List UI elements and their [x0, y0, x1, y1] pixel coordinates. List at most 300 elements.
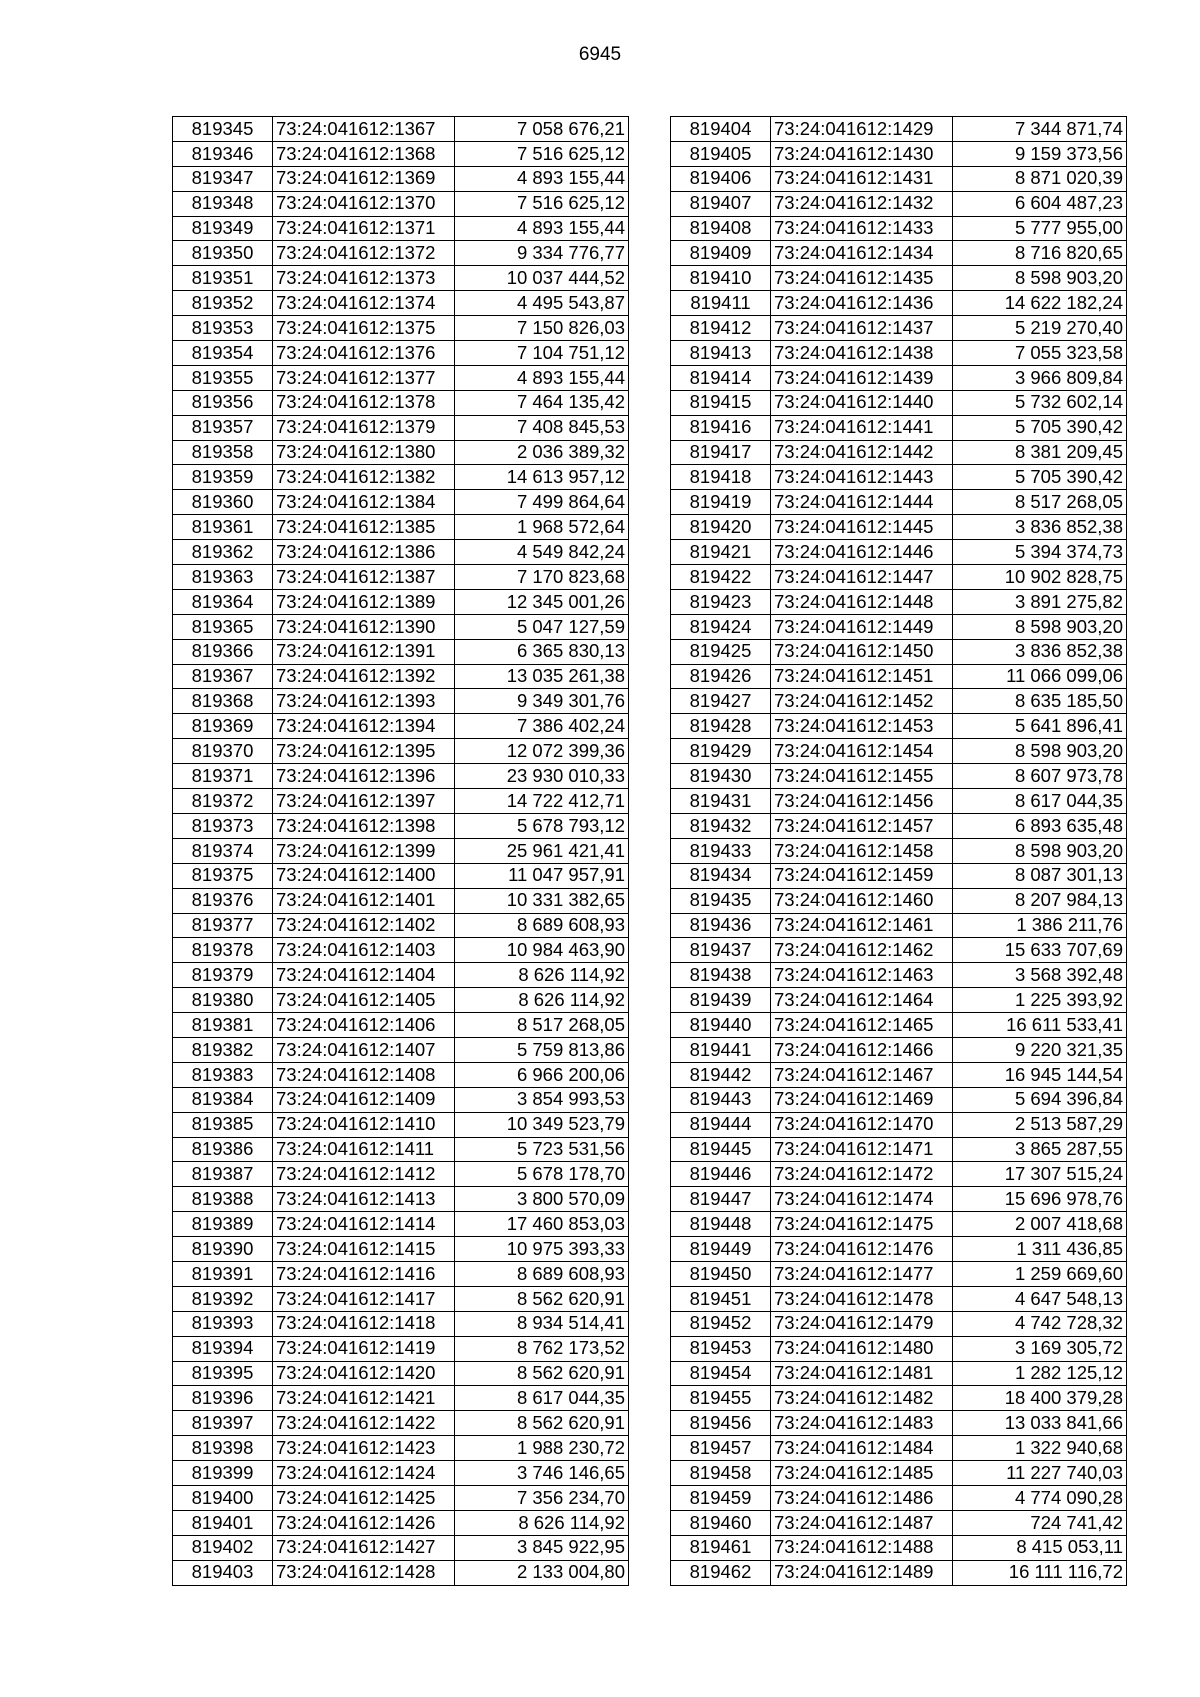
register-table-right-body: [671, 117, 1127, 1586]
table-row: [173, 614, 629, 639]
row-number-cell: 819381: [173, 1013, 273, 1038]
row-number-cell: 819456: [671, 1411, 771, 1436]
amount-cell: 7 516 625,12: [455, 191, 629, 216]
cadastral-number-cell: 73:24:041612:1367: [273, 117, 455, 142]
amount-cell: 5 394 374,73: [953, 540, 1127, 565]
table-row: [671, 888, 1127, 913]
table-row: [173, 1162, 629, 1187]
amount-cell: 10 984 463,90: [455, 938, 629, 963]
cadastral-number-cell: 73:24:041612:1482: [771, 1386, 953, 1411]
cadastral-number-cell: 73:24:041612:1394: [273, 714, 455, 739]
cadastral-number-cell: 73:24:041612:1455: [771, 764, 953, 789]
table-row: [173, 1137, 629, 1162]
table-row: [671, 515, 1127, 540]
table-row: [173, 813, 629, 838]
amount-cell: 9 349 301,76: [455, 689, 629, 714]
table-row: [173, 365, 629, 390]
table-row: [671, 565, 1127, 590]
row-number-cell: 819418: [671, 465, 771, 490]
amount-cell: 5 047 127,59: [455, 614, 629, 639]
row-number-cell: 819417: [671, 440, 771, 465]
cadastral-number-cell: 73:24:041612:1406: [273, 1013, 455, 1038]
row-number-cell: 819452: [671, 1311, 771, 1336]
amount-cell: 3 845 922,95: [455, 1535, 629, 1560]
table-row: [671, 664, 1127, 689]
row-number-cell: 819441: [671, 1037, 771, 1062]
amount-cell: 5 641 896,41: [953, 714, 1127, 739]
cadastral-number-cell: 73:24:041612:1479: [771, 1311, 953, 1336]
row-number-cell: 819451: [671, 1286, 771, 1311]
table-row: [173, 1237, 629, 1262]
cadastral-number-cell: 73:24:041612:1465: [771, 1013, 953, 1038]
cadastral-number-cell: 73:24:041612:1368: [273, 141, 455, 166]
table-row: [671, 341, 1127, 366]
amount-cell: 1 311 436,85: [953, 1237, 1127, 1262]
table-row: [671, 1436, 1127, 1461]
register-table-left-body: [173, 117, 629, 1586]
amount-cell: 3 836 852,38: [953, 515, 1127, 540]
table-row: [173, 515, 629, 540]
cadastral-number-cell: 73:24:041612:1427: [273, 1535, 455, 1560]
page-number: 6945: [578, 44, 622, 65]
amount-cell: 8 598 903,20: [953, 614, 1127, 639]
cadastral-number-cell: 73:24:041612:1471: [771, 1137, 953, 1162]
row-number-cell: 819404: [671, 117, 771, 142]
table-row: [173, 540, 629, 565]
cadastral-number-cell: 73:24:041612:1466: [771, 1037, 953, 1062]
cadastral-number-cell: 73:24:041612:1458: [771, 838, 953, 863]
cadastral-number-cell: 73:24:041612:1405: [273, 988, 455, 1013]
cadastral-number-cell: 73:24:041612:1445: [771, 515, 953, 540]
table-row: [173, 1411, 629, 1436]
row-number-cell: 819425: [671, 639, 771, 664]
table-row: [173, 639, 629, 664]
table-row: [671, 390, 1127, 415]
amount-cell: 5 678 178,70: [455, 1162, 629, 1187]
cadastral-number-cell: 73:24:041612:1457: [771, 813, 953, 838]
row-number-cell: 819390: [173, 1237, 273, 1262]
table-row: [173, 714, 629, 739]
row-number-cell: 819372: [173, 789, 273, 814]
table-row: [671, 266, 1127, 291]
table-row: [173, 1311, 629, 1336]
cadastral-number-cell: 73:24:041612:1402: [273, 913, 455, 938]
table-row: [173, 1386, 629, 1411]
row-number-cell: 819439: [671, 988, 771, 1013]
table-row: [671, 166, 1127, 191]
amount-cell: 8 617 044,35: [455, 1386, 629, 1411]
amount-cell: 10 902 828,75: [953, 565, 1127, 590]
row-number-cell: 819453: [671, 1336, 771, 1361]
table-row: [173, 1510, 629, 1535]
amount-cell: 4 647 548,13: [953, 1286, 1127, 1311]
cadastral-number-cell: 73:24:041612:1474: [771, 1187, 953, 1212]
amount-cell: 3 966 809,84: [953, 365, 1127, 390]
amount-cell: 2 036 389,32: [455, 440, 629, 465]
table-row: [671, 1212, 1127, 1237]
amount-cell: 8 617 044,35: [953, 789, 1127, 814]
row-number-cell: 819360: [173, 490, 273, 515]
cadastral-number-cell: 73:24:041612:1464: [771, 988, 953, 1013]
cadastral-number-cell: 73:24:041612:1487: [771, 1510, 953, 1535]
table-row: [173, 465, 629, 490]
cadastral-number-cell: 73:24:041612:1472: [771, 1162, 953, 1187]
table-row: [173, 266, 629, 291]
cadastral-number-cell: 73:24:041612:1380: [273, 440, 455, 465]
amount-cell: 1 282 125,12: [953, 1361, 1127, 1386]
row-number-cell: 819395: [173, 1361, 273, 1386]
row-number-cell: 819393: [173, 1311, 273, 1336]
table-row: [173, 1286, 629, 1311]
row-number-cell: 819361: [173, 515, 273, 540]
row-number-cell: 819454: [671, 1361, 771, 1386]
row-number-cell: 819423: [671, 589, 771, 614]
table-row: [671, 1112, 1127, 1137]
table-row: [173, 1187, 629, 1212]
row-number-cell: 819431: [671, 789, 771, 814]
row-number-cell: 819455: [671, 1386, 771, 1411]
cadastral-number-cell: 73:24:041612:1480: [771, 1336, 953, 1361]
row-number-cell: 819356: [173, 390, 273, 415]
table-row: [671, 1535, 1127, 1560]
amount-cell: 1 259 669,60: [953, 1261, 1127, 1286]
table-row: [671, 963, 1127, 988]
amount-cell: 9 159 373,56: [953, 141, 1127, 166]
table-row: [671, 291, 1127, 316]
row-number-cell: 819407: [671, 191, 771, 216]
row-number-cell: 819442: [671, 1062, 771, 1087]
table-row: [671, 117, 1127, 142]
row-number-cell: 819408: [671, 216, 771, 241]
cadastral-number-cell: 73:24:041612:1459: [771, 863, 953, 888]
row-number-cell: 819371: [173, 764, 273, 789]
cadastral-number-cell: 73:24:041612:1411: [273, 1137, 455, 1162]
cadastral-number-cell: 73:24:041612:1395: [273, 739, 455, 764]
cadastral-number-cell: 73:24:041612:1393: [273, 689, 455, 714]
row-number-cell: 819449: [671, 1237, 771, 1262]
cadastral-number-cell: 73:24:041612:1418: [273, 1311, 455, 1336]
row-number-cell: 819394: [173, 1336, 273, 1361]
cadastral-number-cell: 73:24:041612:1481: [771, 1361, 953, 1386]
table-row: [173, 689, 629, 714]
cadastral-number-cell: 73:24:041612:1477: [771, 1261, 953, 1286]
cadastral-number-cell: 73:24:041612:1433: [771, 216, 953, 241]
amount-cell: 3 865 287,55: [953, 1137, 1127, 1162]
table-row: [173, 1087, 629, 1112]
row-number-cell: 819450: [671, 1261, 771, 1286]
table-row: [671, 1361, 1127, 1386]
table-row: [173, 1261, 629, 1286]
row-number-cell: 819387: [173, 1162, 273, 1187]
row-number-cell: 819419: [671, 490, 771, 515]
cadastral-number-cell: 73:24:041612:1373: [273, 266, 455, 291]
cadastral-number-cell: 73:24:041612:1423: [273, 1436, 455, 1461]
amount-cell: 2 513 587,29: [953, 1112, 1127, 1137]
table-row: [671, 1510, 1127, 1535]
cadastral-number-cell: 73:24:041612:1432: [771, 191, 953, 216]
table-row: [173, 390, 629, 415]
row-number-cell: 819354: [173, 341, 273, 366]
amount-cell: 5 723 531,56: [455, 1137, 629, 1162]
cadastral-number-cell: 73:24:041612:1425: [273, 1485, 455, 1510]
table-row: [173, 440, 629, 465]
table-row: [671, 1261, 1127, 1286]
row-number-cell: 819353: [173, 316, 273, 341]
amount-cell: 17 307 515,24: [953, 1162, 1127, 1187]
cadastral-number-cell: 73:24:041612:1440: [771, 390, 953, 415]
amount-cell: 10 331 382,65: [455, 888, 629, 913]
table-row: [173, 589, 629, 614]
amount-cell: 8 415 053,11: [953, 1535, 1127, 1560]
row-number-cell: 819364: [173, 589, 273, 614]
row-number-cell: 819349: [173, 216, 273, 241]
amount-cell: 7 055 323,58: [953, 341, 1127, 366]
amount-cell: 7 104 751,12: [455, 341, 629, 366]
table-row: [173, 316, 629, 341]
amount-cell: 8 689 608,93: [455, 913, 629, 938]
cadastral-number-cell: 73:24:041612:1463: [771, 963, 953, 988]
row-number-cell: 819413: [671, 341, 771, 366]
row-number-cell: 819409: [671, 241, 771, 266]
amount-cell: 7 516 625,12: [455, 141, 629, 166]
cadastral-number-cell: 73:24:041612:1415: [273, 1237, 455, 1262]
table-row: [173, 1485, 629, 1510]
amount-cell: 3 568 392,48: [953, 963, 1127, 988]
cadastral-number-cell: 73:24:041612:1413: [273, 1187, 455, 1212]
table-row: [173, 913, 629, 938]
table-row: [671, 1013, 1127, 1038]
table-row: [671, 1137, 1127, 1162]
row-number-cell: 819385: [173, 1112, 273, 1137]
table-row: [173, 341, 629, 366]
amount-cell: 25 961 421,41: [455, 838, 629, 863]
amount-cell: 4 774 090,28: [953, 1485, 1127, 1510]
cadastral-number-cell: 73:24:041612:1382: [273, 465, 455, 490]
amount-cell: 1 322 940,68: [953, 1436, 1127, 1461]
table-row: [671, 241, 1127, 266]
cadastral-number-cell: 73:24:041612:1451: [771, 664, 953, 689]
row-number-cell: 819459: [671, 1485, 771, 1510]
amount-cell: 8 871 020,39: [953, 166, 1127, 191]
row-number-cell: 819420: [671, 515, 771, 540]
table-row: [671, 1386, 1127, 1411]
cadastral-number-cell: 73:24:041612:1476: [771, 1237, 953, 1262]
amount-cell: 16 111 116,72: [953, 1560, 1127, 1585]
cadastral-number-cell: 73:24:041612:1417: [273, 1286, 455, 1311]
table-row: [173, 490, 629, 515]
amount-cell: 8 598 903,20: [953, 838, 1127, 863]
amount-cell: 8 087 301,13: [953, 863, 1127, 888]
amount-cell: 15 633 707,69: [953, 938, 1127, 963]
cadastral-number-cell: 73:24:041612:1369: [273, 166, 455, 191]
amount-cell: 8 626 114,92: [455, 988, 629, 1013]
cadastral-number-cell: 73:24:041612:1387: [273, 565, 455, 590]
amount-cell: 16 611 533,41: [953, 1013, 1127, 1038]
amount-cell: 7 150 826,03: [455, 316, 629, 341]
cadastral-number-cell: 73:24:041612:1397: [273, 789, 455, 814]
row-number-cell: 819389: [173, 1212, 273, 1237]
row-number-cell: 819377: [173, 913, 273, 938]
table-row: [671, 614, 1127, 639]
cadastral-number-cell: 73:24:041612:1379: [273, 415, 455, 440]
cadastral-number-cell: 73:24:041612:1453: [771, 714, 953, 739]
amount-cell: 15 696 978,76: [953, 1187, 1127, 1212]
row-number-cell: 819416: [671, 415, 771, 440]
amount-cell: 8 607 973,78: [953, 764, 1127, 789]
table-row: [173, 963, 629, 988]
amount-cell: 3 836 852,38: [953, 639, 1127, 664]
amount-cell: 8 381 209,45: [953, 440, 1127, 465]
row-number-cell: 819347: [173, 166, 273, 191]
table-row: [173, 415, 629, 440]
cadastral-number-cell: 73:24:041612:1446: [771, 540, 953, 565]
table-row: [173, 166, 629, 191]
amount-cell: 3 891 275,82: [953, 589, 1127, 614]
row-number-cell: 819402: [173, 1535, 273, 1560]
row-number-cell: 819415: [671, 390, 771, 415]
amount-cell: 1 386 211,76: [953, 913, 1127, 938]
row-number-cell: 819462: [671, 1560, 771, 1585]
table-row: [173, 1112, 629, 1137]
amount-cell: 3 169 305,72: [953, 1336, 1127, 1361]
row-number-cell: 819412: [671, 316, 771, 341]
amount-cell: 8 562 620,91: [455, 1286, 629, 1311]
table-row: [671, 1461, 1127, 1486]
table-row: [173, 888, 629, 913]
cadastral-number-cell: 73:24:041612:1409: [273, 1087, 455, 1112]
cadastral-number-cell: 73:24:041612:1403: [273, 938, 455, 963]
cadastral-number-cell: 73:24:041612:1452: [771, 689, 953, 714]
cadastral-number-cell: 73:24:041612:1488: [771, 1535, 953, 1560]
row-number-cell: 819365: [173, 614, 273, 639]
table-row: [671, 589, 1127, 614]
cadastral-number-cell: 73:24:041612:1377: [273, 365, 455, 390]
cadastral-number-cell: 73:24:041612:1436: [771, 291, 953, 316]
amount-cell: 5 732 602,14: [953, 390, 1127, 415]
row-number-cell: 819348: [173, 191, 273, 216]
table-row: [173, 1436, 629, 1461]
table-row: [671, 316, 1127, 341]
table-row: [671, 714, 1127, 739]
cadastral-number-cell: 73:24:041612:1428: [273, 1560, 455, 1585]
table-row: [671, 490, 1127, 515]
row-number-cell: 819388: [173, 1187, 273, 1212]
row-number-cell: 819346: [173, 141, 273, 166]
cadastral-number-cell: 73:24:041612:1456: [771, 789, 953, 814]
row-number-cell: 819351: [173, 266, 273, 291]
table-row: [671, 913, 1127, 938]
table-row: [671, 415, 1127, 440]
table-row: [173, 241, 629, 266]
table-row: [173, 1212, 629, 1237]
table-row: [671, 365, 1127, 390]
row-number-cell: 819406: [671, 166, 771, 191]
amount-cell: 13 035 261,38: [455, 664, 629, 689]
cadastral-number-cell: 73:24:041612:1441: [771, 415, 953, 440]
amount-cell: 3 746 146,65: [455, 1461, 629, 1486]
row-number-cell: 819405: [671, 141, 771, 166]
amount-cell: 7 058 676,21: [455, 117, 629, 142]
row-number-cell: 819435: [671, 888, 771, 913]
table-row: [671, 1411, 1127, 1436]
cadastral-number-cell: 73:24:041612:1442: [771, 440, 953, 465]
row-number-cell: 819433: [671, 838, 771, 863]
amount-cell: 724 741,42: [953, 1510, 1127, 1535]
amount-cell: 2 007 418,68: [953, 1212, 1127, 1237]
table-row: [671, 1311, 1127, 1336]
row-number-cell: 819426: [671, 664, 771, 689]
amount-cell: 8 626 114,92: [455, 963, 629, 988]
amount-cell: 8 635 185,50: [953, 689, 1127, 714]
cadastral-number-cell: 73:24:041612:1437: [771, 316, 953, 341]
row-number-cell: 819434: [671, 863, 771, 888]
amount-cell: 8 716 820,65: [953, 241, 1127, 266]
row-number-cell: 819382: [173, 1037, 273, 1062]
cadastral-number-cell: 73:24:041612:1467: [771, 1062, 953, 1087]
cadastral-number-cell: 73:24:041612:1462: [771, 938, 953, 963]
table-row: [671, 440, 1127, 465]
cadastral-number-cell: 73:24:041612:1412: [273, 1162, 455, 1187]
row-number-cell: 819378: [173, 938, 273, 963]
cadastral-number-cell: 73:24:041612:1407: [273, 1037, 455, 1062]
row-number-cell: 819440: [671, 1013, 771, 1038]
table-row: [671, 191, 1127, 216]
amount-cell: 10 975 393,33: [455, 1237, 629, 1262]
cadastral-number-cell: 73:24:041612:1422: [273, 1411, 455, 1436]
table-row: [173, 1461, 629, 1486]
cadastral-number-cell: 73:24:041612:1398: [273, 813, 455, 838]
table-row: [173, 216, 629, 241]
table-row: [671, 1187, 1127, 1212]
row-number-cell: 819410: [671, 266, 771, 291]
table-row: [671, 1286, 1127, 1311]
amount-cell: 8 598 903,20: [953, 266, 1127, 291]
row-number-cell: 819444: [671, 1112, 771, 1137]
table-row: [671, 863, 1127, 888]
row-number-cell: 819445: [671, 1137, 771, 1162]
row-number-cell: 819357: [173, 415, 273, 440]
amount-cell: 3 854 993,53: [455, 1087, 629, 1112]
cadastral-number-cell: 73:24:041612:1484: [771, 1436, 953, 1461]
cadastral-number-cell: 73:24:041612:1460: [771, 888, 953, 913]
cadastral-number-cell: 73:24:041612:1443: [771, 465, 953, 490]
table-row: [173, 1336, 629, 1361]
amount-cell: 14 622 182,24: [953, 291, 1127, 316]
row-number-cell: 819352: [173, 291, 273, 316]
table-row: [173, 789, 629, 814]
row-number-cell: 819421: [671, 540, 771, 565]
amount-cell: 8 562 620,91: [455, 1361, 629, 1386]
table-row: [671, 1237, 1127, 1262]
table-row: [173, 988, 629, 1013]
row-number-cell: 819366: [173, 639, 273, 664]
cadastral-number-cell: 73:24:041612:1378: [273, 390, 455, 415]
row-number-cell: 819368: [173, 689, 273, 714]
amount-cell: 5 705 390,42: [953, 415, 1127, 440]
amount-cell: 5 219 270,40: [953, 316, 1127, 341]
row-number-cell: 819375: [173, 863, 273, 888]
table-row: [671, 465, 1127, 490]
row-number-cell: 819350: [173, 241, 273, 266]
amount-cell: 4 742 728,32: [953, 1311, 1127, 1336]
cadastral-number-cell: 73:24:041612:1424: [273, 1461, 455, 1486]
amount-cell: 5 678 793,12: [455, 813, 629, 838]
amount-cell: 7 386 402,24: [455, 714, 629, 739]
row-number-cell: 819367: [173, 664, 273, 689]
amount-cell: 14 722 412,71: [455, 789, 629, 814]
row-number-cell: 819355: [173, 365, 273, 390]
cadastral-number-cell: 73:24:041612:1439: [771, 365, 953, 390]
